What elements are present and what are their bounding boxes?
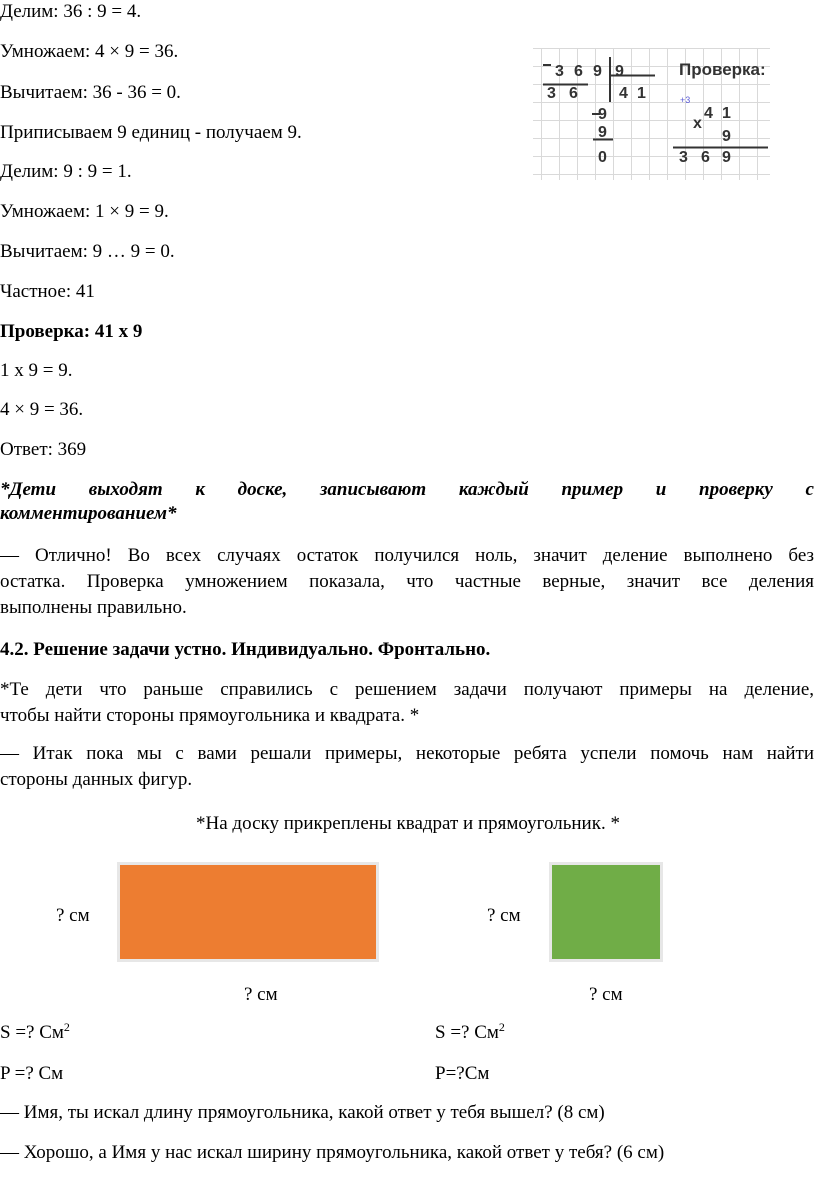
orange-rectangle <box>117 862 379 962</box>
dialog-line-1: — Имя, ты искал длину прямоугольника, какой ответ у тебя вышел? (8 см) <box>0 1102 605 1123</box>
sub2-digit: 9 <box>598 124 607 141</box>
carry-mark: +3 <box>680 95 691 105</box>
left-area-exponent: 2 <box>63 1020 70 1034</box>
left-area-formula <box>0 1022 70 1044</box>
paragraph-so-line-2: стороны данных фигур. <box>0 769 193 790</box>
paragraph-excellent-line-3: выполнены правильно. <box>0 597 187 618</box>
section-heading: 4.2. Решение задачи устно. Индивидуально. Фронтально. <box>0 639 491 660</box>
result-digit-3: 9 <box>722 149 731 166</box>
square-side-label: ? см <box>487 905 521 926</box>
step-multiply-1: Умножаем: 4 × 9 = 36. <box>0 41 179 62</box>
rect-side-label: ? см <box>56 905 90 926</box>
quotient-digit-2: 1 <box>637 85 646 102</box>
dialog-line-2: — Хорошо, а Имя у нас искал ширину прямоугольника, какой ответ у тебя? (6 см) <box>0 1142 665 1163</box>
dividend-digit-2: 6 <box>574 63 583 80</box>
italic-note-line-2: комментированием* <box>0 503 177 524</box>
step-subtract-2: Вычитаем: 9 … 9 = 0. <box>0 241 175 262</box>
long-division-figure <box>533 48 770 180</box>
result-digit-2: 6 <box>701 149 710 166</box>
sub1-digit-2: 6 <box>569 85 578 102</box>
paragraph-so-line-1: — Итак пока мы с вами решали примеры, некоторые ребята успели помочь нам найти <box>0 743 814 764</box>
paragraph-excellent-line-2: остатка. Проверка умножением показала, что частные верные, значит все деления <box>0 571 814 592</box>
mult-top-digit-2: 1 <box>722 105 731 122</box>
green-square <box>549 862 663 962</box>
divisor: 9 <box>615 63 624 80</box>
paragraph-excellent-line-1: — Отлично! Во всех случаях остаток получился ноль, значит деление выполнено без <box>0 545 814 566</box>
paragraph-kids-line-2: чтобы найти стороны прямоугольника и квадрата. * <box>0 705 420 726</box>
right-perimeter-formula: P=?См <box>435 1063 490 1084</box>
check-line-1: 1 х 9 = 9. <box>0 360 73 381</box>
quotient-line: Частное: 41 <box>0 281 95 302</box>
rect-bottom-label: ? см <box>244 984 278 1005</box>
step-divide-1: Делим: 36 : 9 = 4. <box>0 1 142 22</box>
result-digit-1: 3 <box>679 149 688 166</box>
right-area-formula <box>435 1022 505 1044</box>
right-area-exponent: 2 <box>498 1020 505 1034</box>
mult-sign: x <box>693 115 702 132</box>
board-note: *На доску прикреплены квадрат и прямоугольник. * <box>196 813 620 834</box>
quotient-digit-1: 4 <box>619 85 628 102</box>
rem-line-digit: 9 <box>598 106 607 123</box>
italic-note-line-1: *Дети выходят к доске, записывают каждый пример и проверку с <box>0 479 814 500</box>
dividend-digit-1: 3 <box>555 63 564 80</box>
sub1-digit-1: 3 <box>547 85 556 102</box>
answer-line: Ответ: 369 <box>0 439 87 460</box>
left-area-text: S =? См <box>0 1022 64 1043</box>
step-subtract-1: Вычитаем: 36 - 36 = 0. <box>0 82 181 103</box>
square-bottom-label: ? см <box>589 984 623 1005</box>
paragraph-kids-line-1: *Те дети что раньше справились с решением задачи получают примеры на деление, <box>0 679 814 700</box>
check-heading: Проверка: 41 х 9 <box>0 321 143 342</box>
step-append: Приписываем 9 единиц - получаем 9. <box>0 122 302 143</box>
dividend-digit-3: 9 <box>593 63 602 80</box>
remainder-digit: 0 <box>598 149 607 166</box>
division-grid <box>533 48 770 180</box>
step-divide-2: Делим: 9 : 9 = 1. <box>0 161 132 182</box>
check-line-2: 4 × 9 = 36. <box>0 399 84 420</box>
step-multiply-2: Умножаем: 1 × 9 = 9. <box>0 201 169 222</box>
mult-bottom-digit: 9 <box>722 128 731 145</box>
right-area-text: S =? См <box>435 1022 499 1043</box>
left-perimeter-formula: P =? См <box>0 1063 64 1084</box>
check-title: Проверка: <box>679 60 766 79</box>
mult-top-digit-1: 4 <box>704 105 713 122</box>
